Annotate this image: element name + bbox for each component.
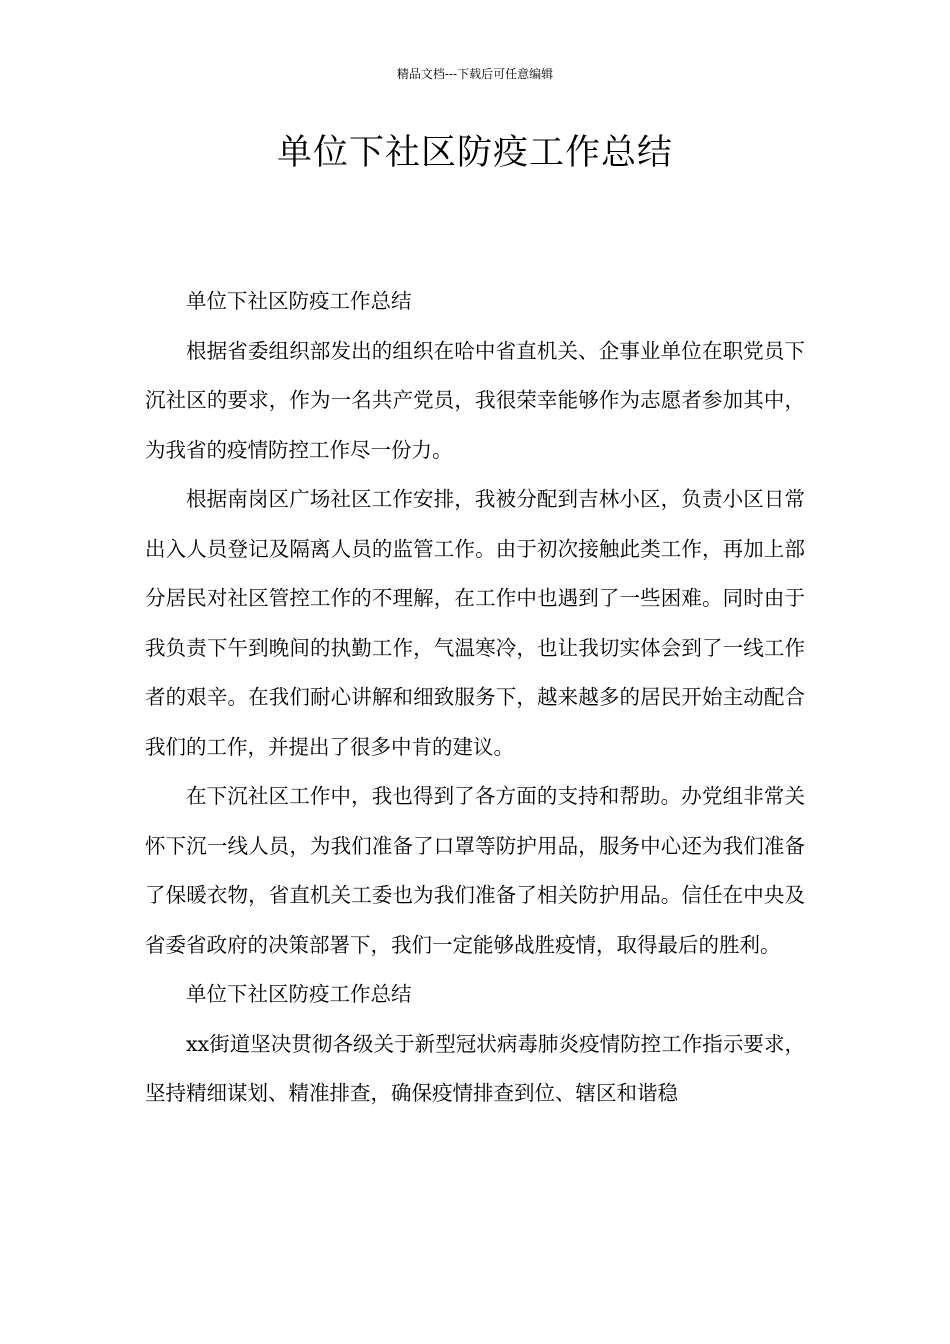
document-body <box>145 277 805 1119</box>
paragraph-subtitle: 单位下社区防疫工作总结 <box>186 289 412 313</box>
paragraph-subtitle: 单位下社区防疫工作总结 <box>186 982 412 1006</box>
paragraph: 根据省委组织部发出的组织在哈中省直机关、企事业单位在职党员下沉社区的要求，作为一名共产党员，我很荣幸能够作为志愿者参加其中，为我省的疫情防控工作尽一份力。 <box>145 338 805 462</box>
page-title: 单位下社区防疫工作总结 <box>276 133 673 173</box>
header-note: 精品文档---下载后可任意编辑 <box>396 67 554 81</box>
paragraph: 根据南岗区广场社区工作安排，我被分配到吉林小区，负责小区日常出入人员登记及隔离人员的监管工作。由于初次接触此类工作，再加上部分居民对社区管控工作的不理解，在工作中也遇到了一些困难。同时由于我负责下午到晚间的执勤工作，气温寒冷，也让我切实体会到了一线工作者的艰辛。在我们耐心讲解和细致服务下，越来越多的居民开始主动配合我们的工作，并提出了很多中肯的建议。 <box>145 487 805 759</box>
paragraph: xx街道坚决贯彻各级关于新型冠状病毒肺炎疫情防控工作指示要求，坚持精细谋划、精准排查，确保疫情排查到位、辖区和谐稳 <box>145 1031 805 1105</box>
paragraph: 在下沉社区工作中，我也得到了各方面的支持和帮助。办党组非常关怀下沉一线人员，为我们准备了口罩等防护用品，服务中心还为我们准备了保暖衣物，省直机关工委也为我们准备了相关防护用品。信任在中央及省委省政府的决策部署下，我们一定能够战胜疫情，取得最后的胜利。 <box>145 784 805 957</box>
